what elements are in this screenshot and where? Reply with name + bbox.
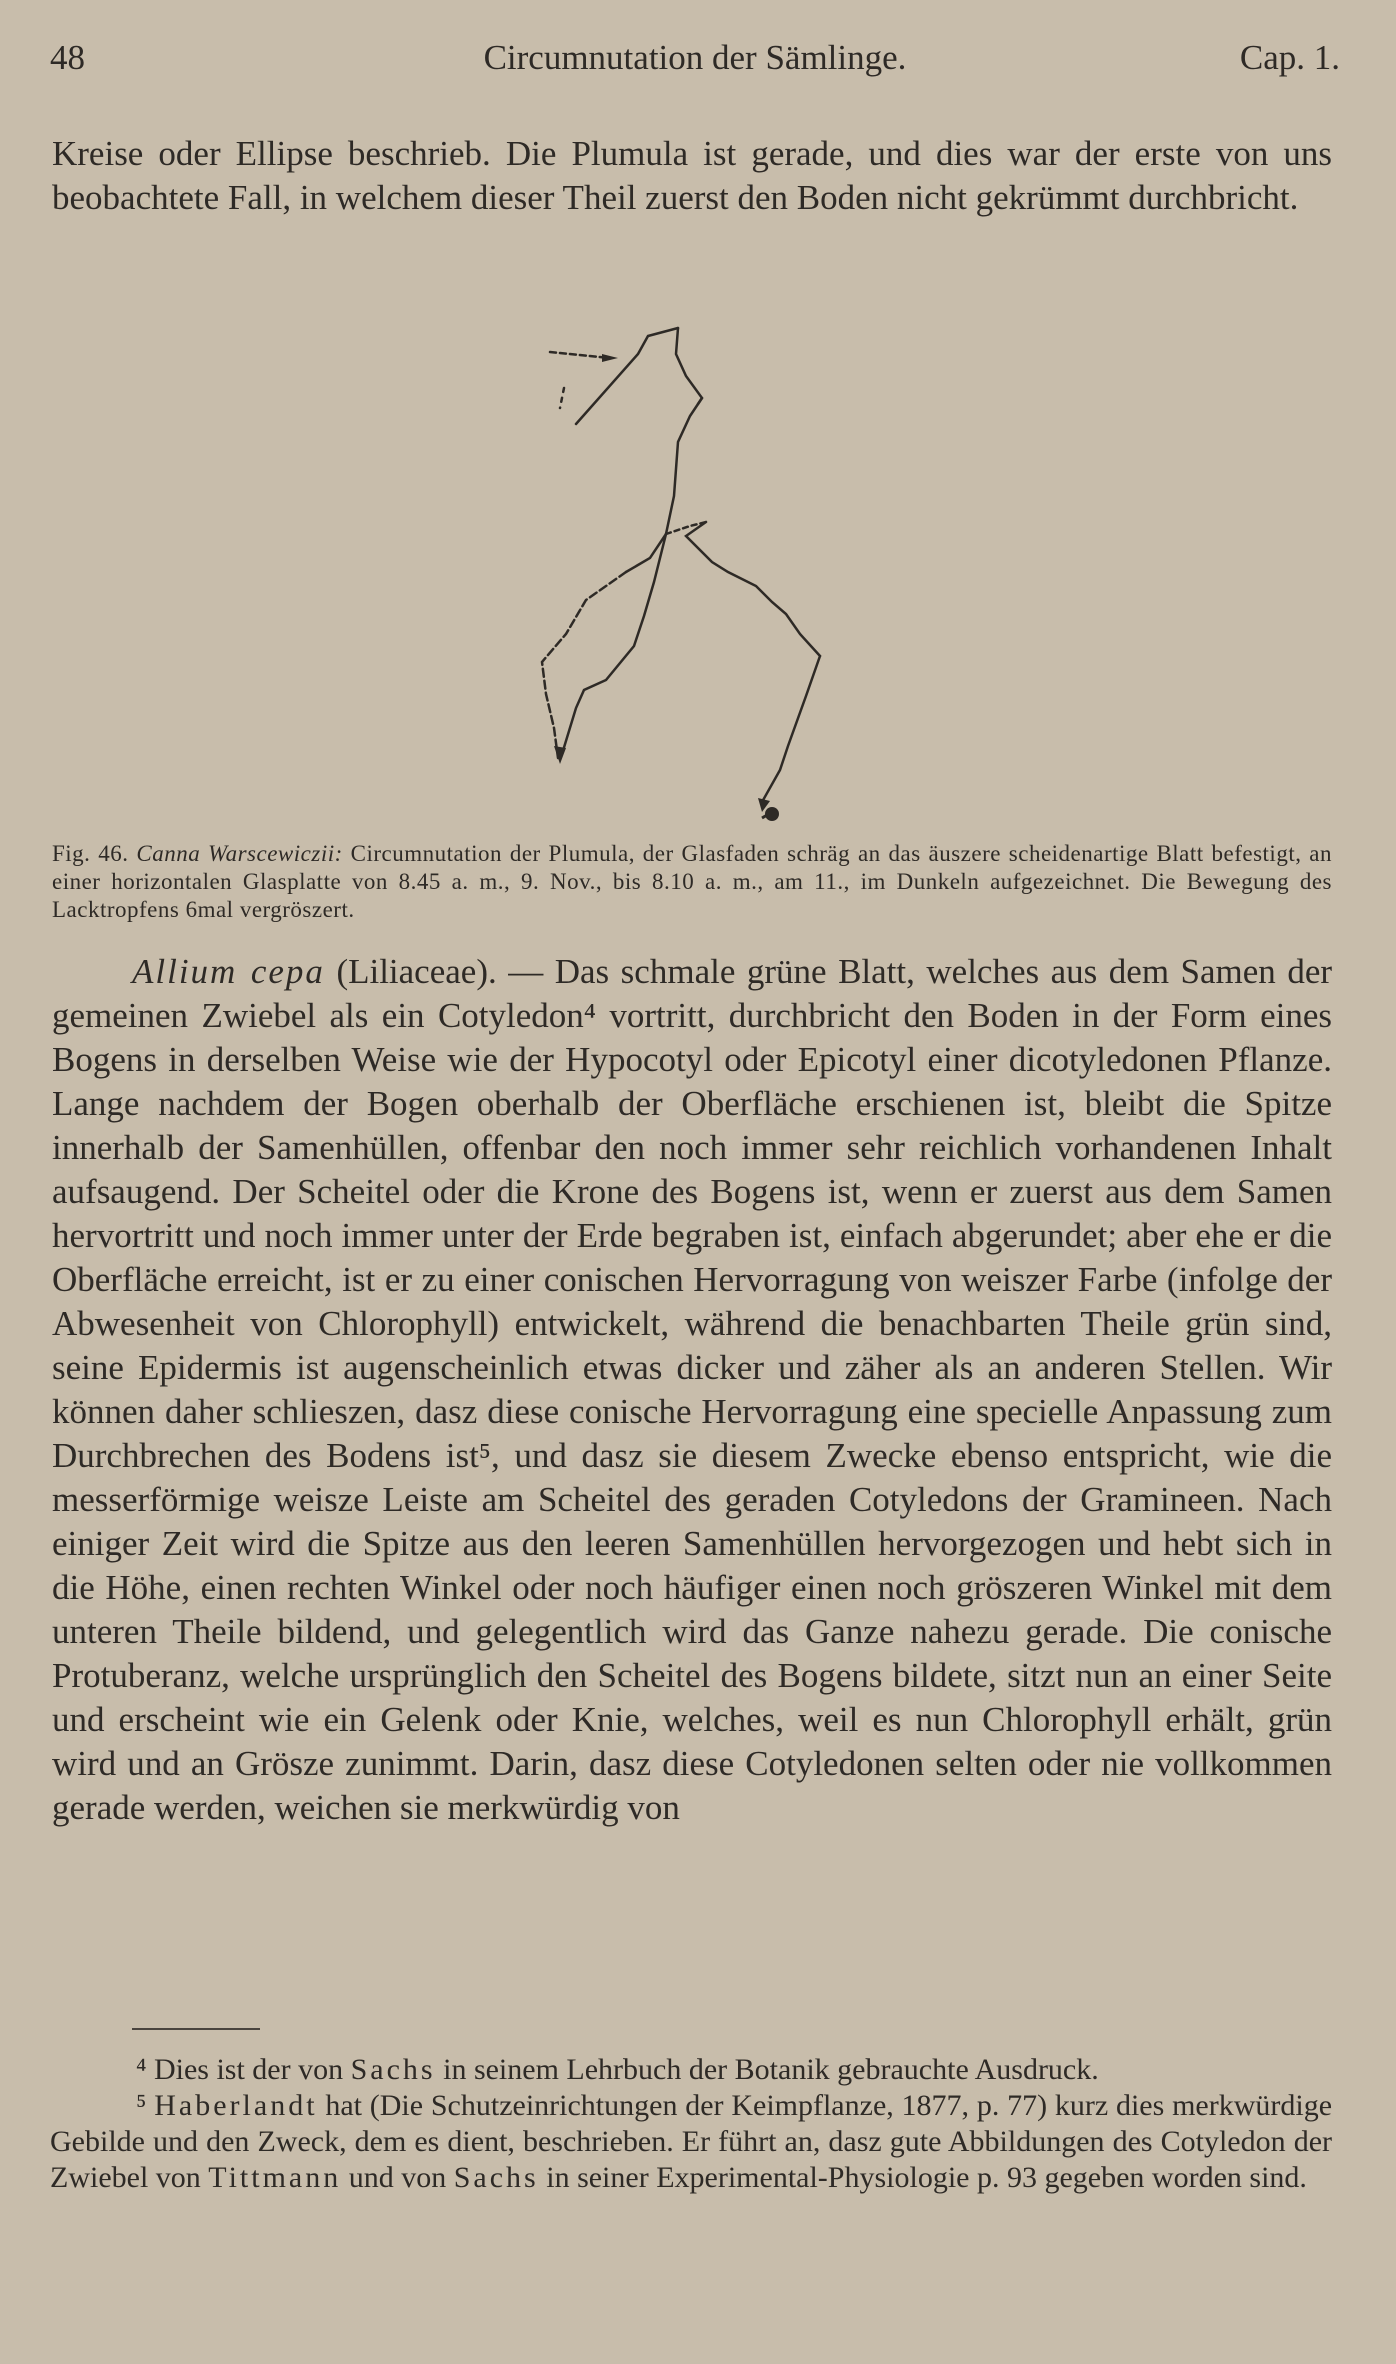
diagram-path (676, 328, 702, 404)
footnote-text: hat (Die Schutzeinrichtungen der Keimpflanze, 1877, p. 77) kurz dies merkwürdige Gebilde und den Zweck, dem es dient, beschrieben. Er führt an, dasz gute Abbildungen des Cotyledon der Zwiebel von (50, 2089, 1333, 2194)
footnote-divider (132, 2028, 260, 2030)
running-title: Circumnutation der Sämlinge. (483, 38, 907, 77)
diagram-arrow (602, 354, 618, 362)
figure-caption (52, 840, 1332, 924)
diagram-path (666, 522, 706, 534)
figure-species: Canna Warscewiczii: (136, 841, 343, 866)
page-number: 48 (50, 38, 85, 77)
footnote-5 (50, 2088, 1332, 2196)
figure-46 (490, 296, 900, 836)
allium-paragraph (52, 950, 1332, 1830)
footnote-text: und von (348, 2161, 447, 2194)
footnote-marker: ⁵ (136, 2089, 147, 2122)
diagram-path (686, 522, 820, 656)
footnote-text: in seinem Lehrbuch der Botanik gebrauchte Ausdruck. (443, 2053, 1099, 2086)
diagram-path (550, 352, 610, 358)
author-name: Sachs (350, 2053, 436, 2086)
author-name: Tittmann (208, 2161, 342, 2194)
caption-text: Circumnutation der Plumula, der Glasfaden schräg an das äuszere scheidenartige Blatt befestigt, an einer horizontalen Glasplatte von 8.45 a. m., 9. Nov., bis 8.10 a. m., am 11., im Dunkeln aufgezeichnet. Die Bewegung des Lacktropfens 6mal vergröszert. (52, 841, 1333, 922)
author-name: Sachs (453, 2161, 539, 2194)
diagram-path (560, 388, 564, 408)
diagram-path (542, 572, 626, 758)
footnote-text: Dies ist der von (153, 2053, 344, 2086)
chapter-label: Cap. 1. (1239, 38, 1340, 77)
footnote-marker: ⁴ (136, 2053, 147, 2086)
diagram-arrow (554, 746, 566, 764)
footnote-4 (50, 2052, 1332, 2088)
allium-lead: Allium cepa (132, 952, 325, 991)
page-header (50, 38, 1340, 88)
diagram-path (762, 656, 820, 802)
diagram-path (576, 328, 678, 424)
diagram-path (666, 398, 702, 534)
main-paragraph (52, 950, 1332, 1830)
footnote-text: in seiner Experimental-Physiologie p. 93 gegeben worden sind. (546, 2161, 1307, 2194)
circumnutation-diagram (490, 296, 900, 836)
diagram-path (562, 534, 666, 754)
intro-text: Kreise oder Ellipse beschrieb. Die Plumula ist gerade, und dies war der erste von uns beobachtete Fall, in welchem dieser Theil zuerst den Boden nicht gekrümmt durchbricht. (52, 134, 1332, 217)
figure-label: Fig. 46. (52, 841, 129, 866)
footnotes (50, 2052, 1332, 2196)
author-name: Haberlandt (154, 2089, 318, 2122)
intro-paragraph (52, 132, 1332, 220)
allium-text: (Liliaceae). — Das schmale grüne Blatt, welches aus dem Samen der gemeinen Zwiebel als ein Cotyledon⁴ vortritt, durchbricht den Boden in der Form eines Bogens in derselben Weise wie der Hypocotyl oder Epicotyl einer dicotyledonen Pflanze. Lange nachdem der Bogen oberhalb der Oberfläche erschienen ist, bleibt die Spitze innerhalb der Samenhüllen, offenbar den noch immer sehr reichlich vorhandenen Inhalt aufsaugend. Der Scheitel oder die Krone des Bogens ist, wenn er zuerst aus dem Samen hervortritt und noch immer unter der Erde begraben ist, einfach abgerundet; aber ehe er die Oberfläche erreicht, ist er zu einer conischen Hervorragung von weiszer Farbe (infolge der Abwesenheit von Chlorophyll) entwickelt, während die benachbarten Theile grün sind, seine Epidermis ist augenscheinlich etwas dicker und zäher als an anderen Stellen. Wir können daher schlieszen, dasz diese conische Hervorragung eine specielle Anpassung zum Durchbrechen des Bodens ist⁵, und dasz sie diesem Zwecke ebenso entspricht, wie die messerförmige weisze Leiste am Scheitel des geraden Cotyledons der Gramineen. Nach einiger Zeit wird die Spitze aus den leeren Samenhüllen hervorgezogen und hebt sich in die Höhe, einen rechten Winkel oder noch häufiger einen noch gröszeren Winkel mit dem unteren Theile bildend, und gelegentlich wird das Ganze nahezu gerade. Die conische Protuberanz, welche ursprünglich den Scheitel des Bogens bildete, sitzt nun an einer Seite und erscheint wie ein Gelenk oder Knie, welches, weil es nun Chlorophyll erhält, grün wird und an Grösze zunimmt. Darin, dasz diese Cotyledonen selten oder nie vollkommen gerade werden, weichen sie merkwürdig von (52, 952, 1333, 1827)
caption-paragraph (52, 840, 1332, 924)
